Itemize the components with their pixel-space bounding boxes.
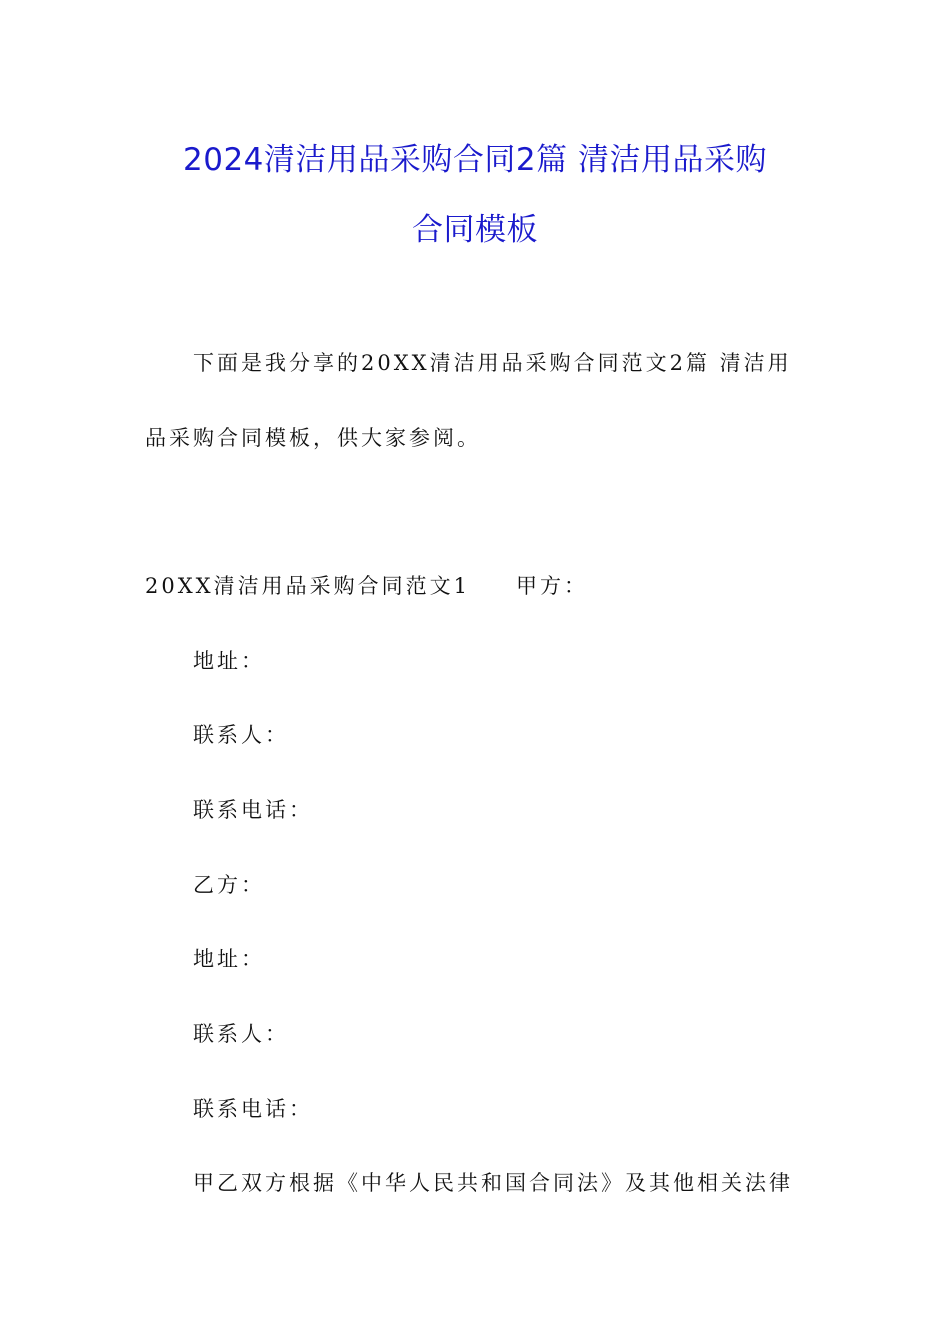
document-title-line-1: 2024清洁用品采购合同2篇 清洁用品采购 <box>183 142 767 178</box>
party-a-label: 甲方： <box>515 574 588 598</box>
document-title-line-2: 合同模板 <box>412 212 538 248</box>
party-b-address: 地址： <box>193 947 265 971</box>
intro-paragraph-line-2: 品采购合同模板，供大家参阅。 <box>145 426 481 450</box>
party-a-phone: 联系电话： <box>193 798 313 822</box>
contract-body-line: 甲乙双方根据《中华人民共和国合同法》及其他相关法律 <box>193 1171 793 1195</box>
party-b-contact: 联系人： <box>193 1022 289 1046</box>
section-heading: 20XX清洁用品采购合同范文1 <box>145 574 470 598</box>
intro-paragraph-line-1: 下面是我分享的20XX清洁用品采购合同范文2篇 清洁用 <box>193 351 792 375</box>
party-b-label: 乙方： <box>193 873 265 897</box>
section-heading-row <box>145 570 588 600</box>
party-a-address: 地址： <box>193 649 265 673</box>
party-b-phone: 联系电话： <box>193 1097 313 1121</box>
party-a-contact: 联系人： <box>193 723 289 747</box>
